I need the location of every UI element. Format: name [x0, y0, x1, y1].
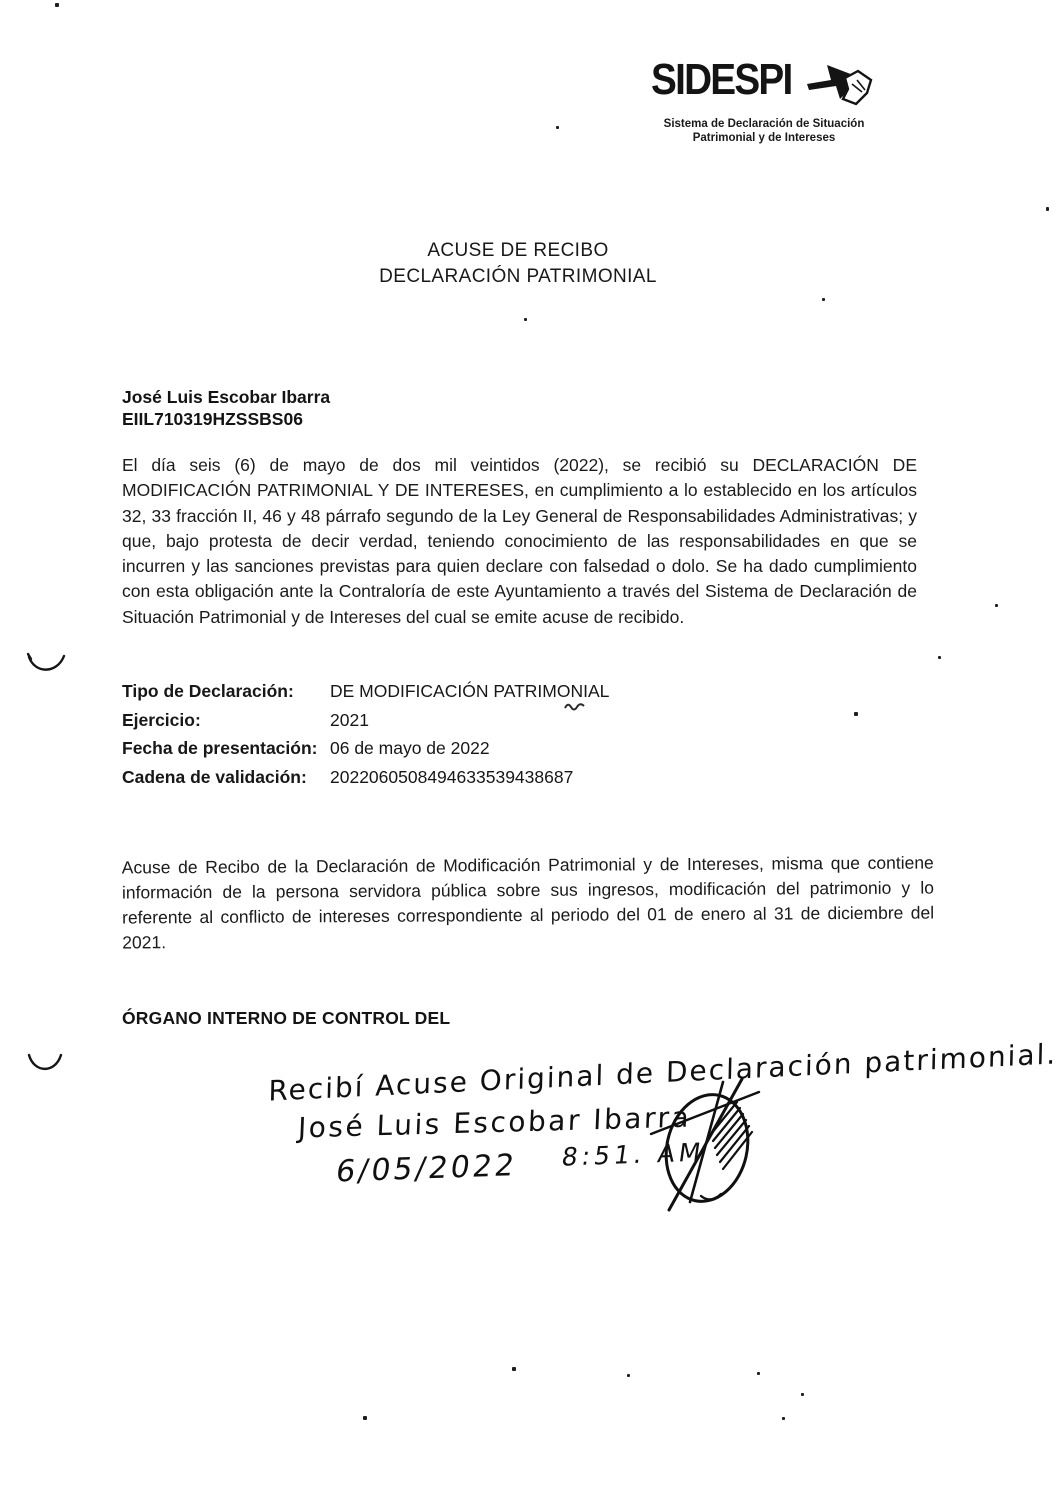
scan-speck: [782, 1417, 785, 1420]
field-tipo-declaracion: [122, 681, 762, 702]
field-ejercicio: [122, 710, 762, 731]
body-paragraph-2: Acuse de Recibo de la Declaración de Modificación Patrimonial y de Intereses, misma que contiene información de la persona servidora pública sobre sus ingresos, modificación del patrimonio y lo referente al conflicto de intereses correspondiente al periodo del 01 de enero al 31 de diciembre del 2021.: [121, 852, 935, 953]
logo-arrow-icon: [805, 54, 877, 117]
margin-scan-mark-bottom: [24, 1048, 68, 1078]
document-title: [283, 238, 753, 290]
handwritten-date: 6/05/2022: [333, 1148, 520, 1190]
field-label: Fecha de presentación:: [122, 738, 318, 758]
field-value: 06 de mayo de 2022: [330, 738, 490, 758]
field-cadena-validacion: [122, 767, 762, 788]
scan-speck: [55, 3, 59, 7]
field-label: Cadena de validación:: [122, 766, 307, 787]
recipient-block: [122, 386, 330, 430]
ink-squiggle-artifact: [564, 701, 586, 713]
field-label: Ejercicio:: [122, 709, 201, 730]
scan-speck: [757, 1372, 760, 1375]
scan-speck: [1046, 207, 1049, 211]
handwritten-time: 8:51. AM: [559, 1137, 707, 1172]
scan-speck: [627, 1374, 630, 1377]
declaration-fields: [122, 681, 762, 795]
logo-tagline-line1: Sistema de Declaración de Situación: [663, 118, 865, 130]
scan-speck: [854, 712, 858, 716]
field-label: Tipo de Declaración:: [122, 681, 294, 701]
handwritten-signature-name: José Luis Escobar Ibarra: [297, 1100, 692, 1145]
handwritten-line-1: Recibí Acuse Original de Declaración patrimonial.: [268, 1037, 1058, 1108]
scan-speck: [801, 1393, 804, 1396]
scan-speck: [363, 1416, 367, 1420]
sidespi-logo: [644, 55, 884, 145]
scan-speck: [938, 656, 941, 659]
body-paragraph-1: El día seis (6) de mayo de dos mil veintidos (2022), se recibió su DECLARACIÓN DE MODIFICACIÓN PATRIMONIAL Y DE INTERESES, en cumplimiento a lo establecido en los artículos 32, 33 fracción II, 46 y 48 párrafo segundo de la Ley General de Responsabilidades Administrativas; y que, bajo protesta de decir verdad, teniendo conocimiento de las responsabilidades en que se incurren y las sanciones previstas para quien declare con falsedad o dolo. Se ha dado cumplimiento con esta obligación ante la Contraloría de este Ayuntamiento a través del Sistema de Declaración de Situación Patrimonial y de Intereses del cual se emite acuse de recibido.: [122, 455, 917, 627]
recipient-curp: EIIL710319HZSSBS06: [122, 409, 303, 429]
scan-speck: [822, 298, 825, 301]
scan-speck: [556, 126, 559, 129]
recipient-name: José Luis Escobar Ibarra: [122, 387, 331, 407]
logo-tagline-line2: Patrimonial y de Intereses: [692, 132, 836, 144]
signature-scribble: [643, 1076, 775, 1214]
title-line-1: ACUSE DE RECIBO: [427, 240, 609, 261]
scan-speck: [512, 1367, 516, 1371]
margin-scan-mark-top: [24, 648, 70, 678]
scan-speck: [995, 604, 998, 607]
organo-interno-heading: ÓRGANO INTERNO DE CONTROL DEL: [122, 1008, 451, 1028]
title-line-2: DECLARACIÓN PATRIMONIAL: [379, 266, 657, 287]
field-fecha-presentacion: [122, 738, 762, 759]
field-value: 2022060508494633539438687: [330, 766, 574, 787]
logo-wordmark: SIDESPI: [651, 55, 792, 104]
scan-speck: [524, 318, 527, 321]
field-value: DE MODIFICACIÓN PATRIMONIAL: [330, 681, 610, 701]
field-value: 2021: [330, 709, 369, 730]
